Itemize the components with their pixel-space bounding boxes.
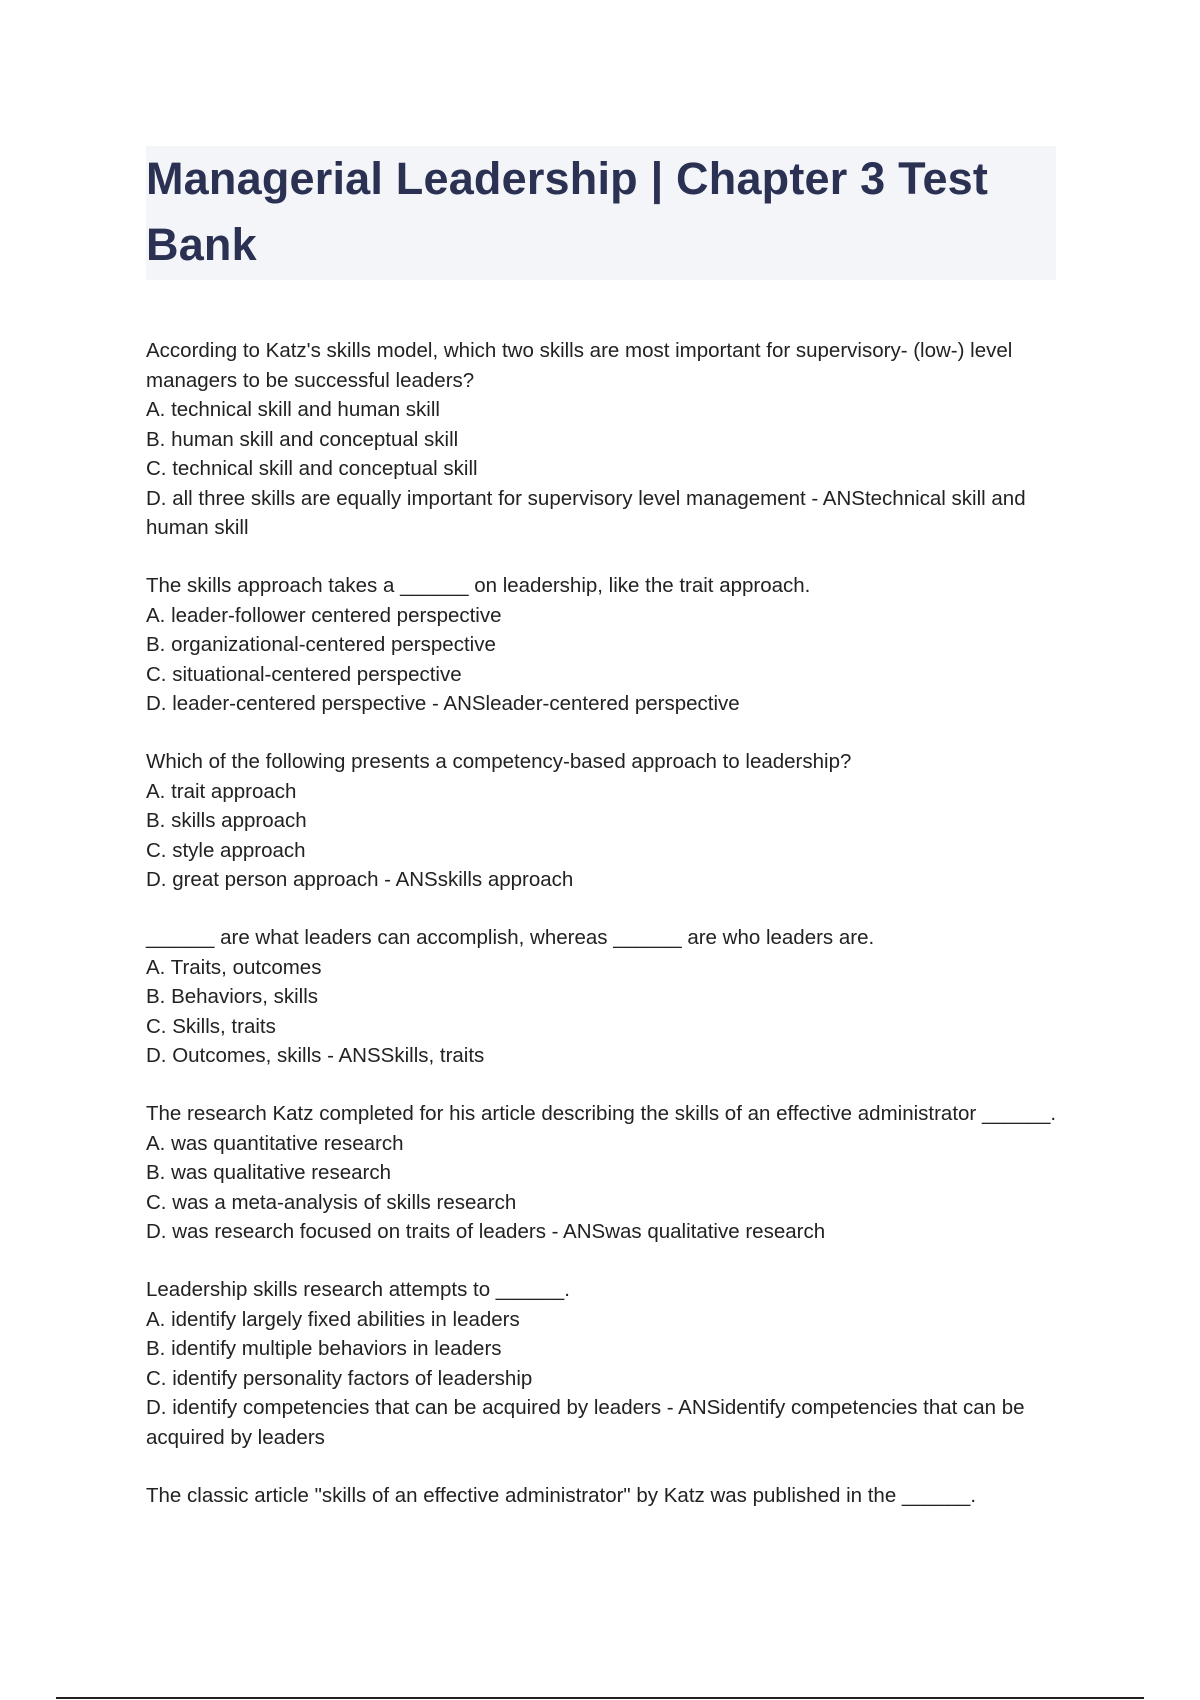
question-block-5 [146,1099,1066,1247]
question-text: According to Katz's skills model, which two skills are most important for supervisory- (low-) level managers to be successful leaders? [146,339,1019,392]
answer-option-a: A. leader-follower centered perspective [146,603,502,627]
answer-option-b: B. human skill and conceptual skill [146,427,459,451]
question-block-4 [146,923,1066,1071]
answer-option-b: B. was qualitative research [146,1161,391,1184]
answer-option-b: B. organizational-centered perspective [146,633,496,656]
question-block-6 [146,1275,1066,1452]
question-text: The classic article "skills of an effective administrator" by Katz was published in the ______. [146,1483,977,1507]
title-banner [146,146,1056,280]
question-text: Which of the following presents a competency-based approach to leadership? [146,750,852,773]
question-block-7 [146,1481,1066,1511]
answer-option-d: D. leader-centered perspective - ANSleader-centered perspective [146,692,740,715]
answer-option-d: D. Outcomes, skills - ANSSkills, traits [146,1044,485,1067]
answer-option-b: B. identify multiple behaviors in leaders [146,1337,502,1360]
page-title: Managerial Leadership | Chapter 3 Test Bank [146,153,989,270]
answer-option-a: A. Traits, outcomes [146,955,322,979]
answer-option-a: A. identify largely fixed abilities in leaders [146,1307,520,1331]
question-text: Leadership skills research attempts to ______. [146,1278,570,1301]
answer-option-c: C. Skills, traits [146,1014,276,1038]
answer-option-a: A. trait approach [146,779,297,803]
question-block-2 [146,571,1066,719]
answer-option-c: C. was a meta-analysis of skills research [146,1190,517,1214]
question-block-3 [146,747,1066,895]
question-block-1 [146,336,1066,543]
question-text: ______ are what leaders can accomplish, whereas ______ are who leaders are. [146,926,875,949]
question-text: The skills approach takes a ______ on leadership, like the trait approach. [146,574,811,597]
answer-option-a: A. technical skill and human skill [146,398,440,421]
question-list [146,336,1066,1539]
answer-option-b: B. Behaviors, skills [146,985,319,1008]
answer-option-a: A. was quantitative research [146,1131,404,1155]
answer-option-c: C. style approach [146,838,306,862]
question-text: The research Katz completed for his article describing the skills of an effective administrator ______. [146,1102,1057,1125]
answer-option-c: C. technical skill and conceptual skill [146,457,478,480]
answer-option-d: D. all three skills are equally important for supervisory level management - ANStechnical skill and human skill [146,486,1032,539]
answer-option-c: C. situational-centered perspective [146,662,462,686]
answer-option-b: B. skills approach [146,809,307,832]
answer-option-d: D. great person approach - ANSskills approach [146,868,574,891]
answer-option-c: C. identify personality factors of leadership [146,1366,533,1390]
footer-divider [56,1697,1144,1699]
answer-option-d: D. was research focused on traits of leaders - ANSwas qualitative research [146,1220,826,1243]
answer-option-d: D. identify competencies that can be acquired by leaders - ANSidentify competencies that can be acquired by leaders [146,1396,1031,1449]
